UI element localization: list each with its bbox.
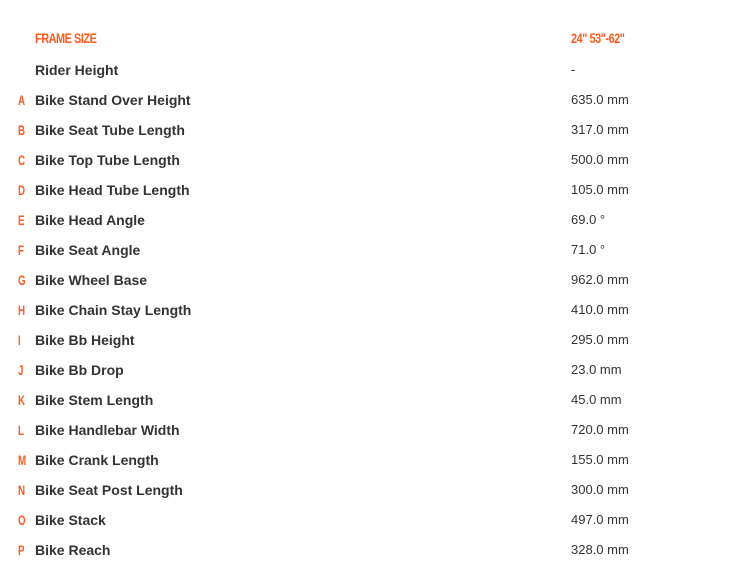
row-letter: P — [18, 542, 25, 558]
row-value: 295.0 mm — [571, 332, 629, 347]
row-value: 410.0 mm — [571, 302, 629, 317]
row-letter: K — [18, 392, 26, 408]
row-label: Bike Stand Over Height — [35, 92, 191, 108]
row-letter: L — [18, 422, 24, 438]
table-row — [0, 240, 730, 270]
table-row — [0, 300, 730, 330]
row-label: Bike Wheel Base — [35, 272, 148, 288]
row-value: 69.0 ° — [571, 212, 606, 227]
row-value: 300.0 mm — [571, 482, 629, 497]
table-row — [0, 330, 730, 360]
row-letter: M — [18, 452, 27, 468]
row-value: 962.0 mm — [571, 272, 629, 287]
row-letter: N — [18, 482, 26, 498]
row-value: 500.0 mm — [571, 152, 629, 167]
frame-size-heading: FRAME SIZE — [35, 30, 97, 46]
row-label: Bike Seat Tube Length — [35, 122, 185, 138]
row-label: Rider Height — [35, 62, 119, 78]
row-label: Bike Stack — [35, 512, 106, 528]
row-label: Bike Seat Angle — [35, 242, 141, 258]
row-value: - — [571, 62, 576, 77]
row-letter: E — [18, 212, 25, 228]
table-row — [0, 390, 730, 420]
table-row — [0, 150, 730, 180]
row-letter: H — [18, 302, 26, 318]
row-label: Bike Chain Stay Length — [35, 302, 192, 318]
row-value: 317.0 mm — [571, 122, 629, 137]
row-label: Bike Reach — [35, 542, 111, 558]
row-value: 497.0 mm — [571, 512, 629, 527]
row-letter: C — [18, 152, 26, 168]
row-label: Bike Head Angle — [35, 212, 145, 228]
table-row — [0, 480, 730, 510]
table-row — [0, 450, 730, 480]
row-letter: O — [18, 512, 26, 528]
table-row — [0, 510, 730, 540]
row-letter: A — [18, 92, 26, 108]
table-row — [0, 270, 730, 300]
table-row — [0, 180, 730, 210]
table-row — [0, 210, 730, 240]
row-value: 328.0 mm — [571, 542, 629, 557]
table-row — [0, 360, 730, 390]
row-value: 720.0 mm — [571, 422, 629, 437]
row-value: 71.0 ° — [571, 242, 606, 257]
table-row — [0, 540, 730, 570]
row-value: 155.0 mm — [571, 452, 629, 467]
table-row — [0, 120, 730, 150]
row-value: 635.0 mm — [571, 92, 629, 107]
row-letter: F — [18, 242, 24, 258]
row-letter: I — [18, 332, 21, 348]
row-label: Bike Top Tube Length — [35, 152, 180, 168]
frame-size-value: 24" 53"-62" — [571, 30, 625, 46]
row-label: Bike Crank Length — [35, 452, 159, 468]
row-letter: G — [18, 272, 26, 288]
table-row — [0, 60, 730, 90]
row-value: 45.0 mm — [571, 392, 622, 407]
row-label: Bike Head Tube Length — [35, 182, 190, 198]
row-label: Bike Stem Length — [35, 392, 154, 408]
table-row — [0, 420, 730, 450]
row-value: 105.0 mm — [571, 182, 629, 197]
row-label: Bike Bb Height — [35, 332, 135, 348]
row-value: 23.0 mm — [571, 362, 622, 377]
row-letter: B — [18, 122, 26, 138]
row-label: Bike Seat Post Length — [35, 482, 183, 498]
row-label: Bike Handlebar Width — [35, 422, 180, 438]
row-letter: J — [18, 362, 24, 378]
table-header — [0, 30, 730, 50]
row-letter: D — [18, 182, 26, 198]
table-row — [0, 90, 730, 120]
row-label: Bike Bb Drop — [35, 362, 124, 378]
